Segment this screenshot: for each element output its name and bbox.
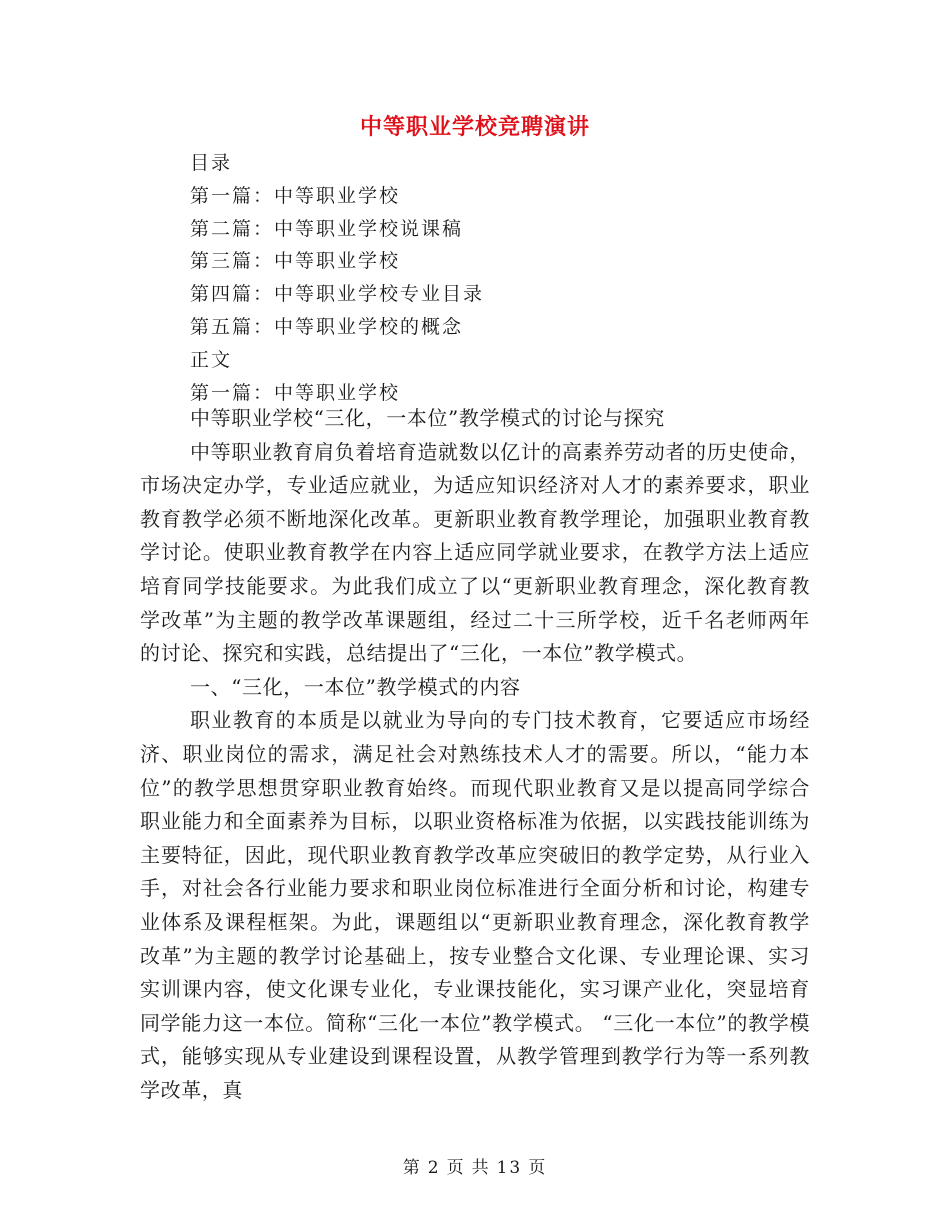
body-heading: 正文 (190, 348, 233, 371)
table-of-contents (190, 147, 830, 409)
total-page-number: 13 (496, 1158, 523, 1178)
current-page-number: 2 (427, 1158, 441, 1178)
footer-page-word: 页 (446, 1158, 466, 1178)
footer-suffix: 页 (528, 1158, 548, 1178)
toc-item: 第一篇：中等职业学校 (190, 184, 401, 207)
footer-total-word: 共 (471, 1158, 491, 1178)
toc-heading: 目录 (190, 152, 233, 174)
chapter-heading: 第一篇：中等职业学校 (190, 381, 401, 404)
toc-item: 第二篇：中等职业学校说课稿 (190, 217, 464, 240)
body-paragraph: 中等职业教育肩负着培育造就数以亿计的高素养劳动者的历史使命，市场决定办学，专业适应就业，为适应知识经济对人才的素养要求，职业教育教学必须不断地深化改革。更新职业教育教学理论，加强职业教育教学讨论。使职业教育教学在内容上适应同学就业要求，在教学方法上适应培育同学技能要求。为此我们成立了以“更新职业教育理念，深化教育教学改革”为主题的教学改革课题组，经过二十三所学校，近千名老师两年的讨论、探究和实践，总结提出了“三化，一本位”教学模式。 (140, 439, 810, 666)
page-footer (0, 1153, 950, 1178)
document-title: 中等职业学校竞聘演讲 (359, 115, 590, 140)
toc-item: 第五篇：中等职业学校的概念 (190, 315, 464, 338)
section-heading: 一、“三化，一本位”教学模式的内容 (190, 674, 521, 699)
footer-prefix: 第 (402, 1158, 422, 1178)
document-body (140, 402, 810, 1107)
toc-item: 第三篇：中等职业学校 (190, 250, 401, 273)
toc-item: 第四篇：中等职业学校专业目录 (190, 283, 485, 306)
body-paragraph: 职业教育的本质是以就业为导向的专门技术教育，它要适应市场经济、职业岗位的需求，满足社会对熟练技术人才的需要。所以，“能力本位”的教学思想贯穿职业教育始终。而现代职业教育又是以提高同学综合职业能力和全面素养为目标，以职业资格标准为依据，以实践技能训练为主要特征，因此，现代职业教育教学改革应突破旧的教学定势，从行业入手，对社会各行业能力要求和职业岗位标准进行全面分析和讨论，构建专业体系及课程框架。为此，课题组以“更新职业教育理念，深化教育教学改革”为主题的教学讨论基础上，按专业整合文化课、专业理论课、实习实训课内容，使文化课专业化，专业课技能化，实习课产业化，突显培育同学能力这一本位。简称“三化一本位”教学模式。 “三化一本位”的教学模式，能够实现从专业建设到课程设置，从教学管理到教学行为等一系列教学改革，真 (140, 708, 810, 1102)
section-subtitle: 中等职业学校“三化，一本位”教学模式的讨论与探究 (190, 406, 665, 430)
